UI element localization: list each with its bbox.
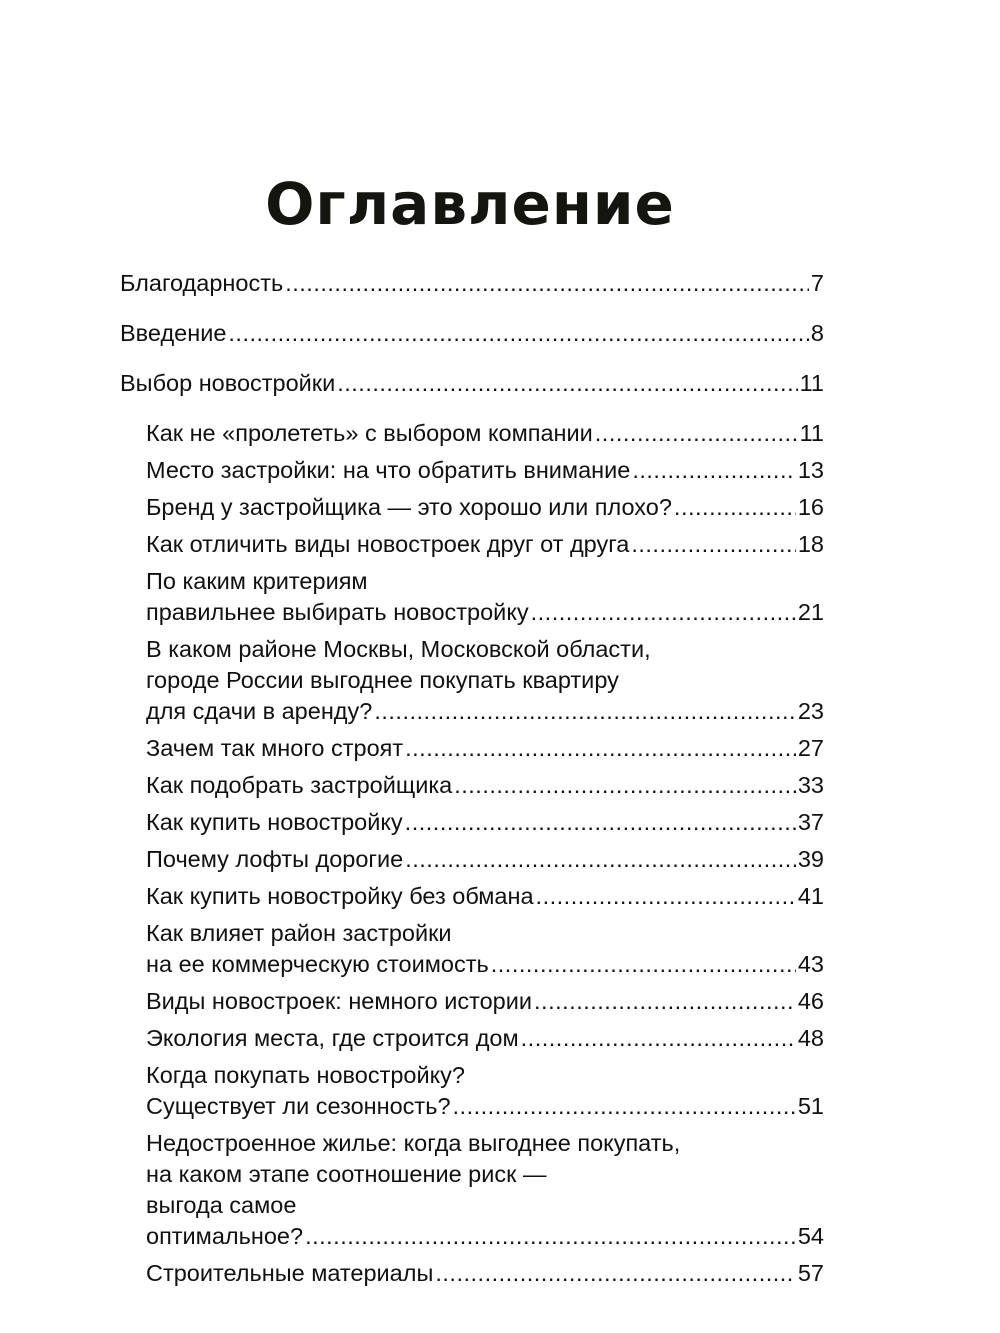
- toc-entry-title-line: на ее коммерческую стоимость: [146, 951, 489, 977]
- toc-entry-title-line: Существует ли сезонность?: [146, 1093, 451, 1119]
- toc-entry-title-line: По каким критериям: [146, 568, 368, 594]
- toc-entry[interactable]: [146, 1128, 824, 1252]
- toc-entry[interactable]: [120, 318, 824, 349]
- dot-leader: [674, 492, 796, 523]
- toc-entry-title-line: для сдачи в аренду?: [146, 698, 373, 724]
- toc-entry-title-line: Бренд у застройщика — это хорошо или плохо?: [146, 494, 672, 520]
- toc-entry[interactable]: [146, 492, 824, 523]
- toc-entry[interactable]: [146, 455, 824, 486]
- toc-entry[interactable]: [146, 634, 824, 727]
- dot-leader: [305, 1221, 796, 1252]
- toc-entry-page-number: 39: [797, 846, 824, 872]
- toc-entry[interactable]: [146, 1060, 824, 1122]
- toc-entry-page-number: 21: [797, 599, 824, 625]
- toc-entry[interactable]: [146, 733, 824, 764]
- toc-entry-page-number: 51: [797, 1093, 824, 1119]
- toc-entry-title-line: В каком районе Москвы, Московской области,: [146, 636, 651, 662]
- toc-entry-page-number: 11: [799, 420, 824, 446]
- toc-entry-page-number: 33: [797, 772, 824, 798]
- toc-entry[interactable]: [146, 881, 824, 912]
- toc-entry-page-number: 23: [797, 698, 824, 724]
- toc-entry-title-line: Место застройки: на что обратить внимание: [146, 457, 631, 483]
- toc-entry[interactable]: [146, 844, 824, 875]
- dot-leader: [595, 418, 798, 449]
- toc-entry-page-number: 54: [797, 1223, 824, 1249]
- toc-entry-title-line: городе России выгоднее покупать квартиру: [146, 667, 619, 693]
- toc-entry-title-line: Недостроенное жилье: когда выгоднее покупать,: [146, 1130, 681, 1156]
- toc-entry-page-number: 8: [810, 320, 824, 346]
- toc-entry-page-number: 48: [797, 1025, 824, 1051]
- toc-entry-title-line: Как влияет район застройки: [146, 920, 452, 946]
- toc-entry-page-number: 43: [797, 951, 824, 977]
- dot-leader: [453, 1091, 796, 1122]
- toc-entry-title-line: Почему лофты дорогие: [146, 846, 404, 872]
- toc-entry-page-number: 57: [797, 1260, 824, 1286]
- toc-entry-title-line: правильнее выбирать новостройку: [146, 599, 529, 625]
- toc-entry-title-line: Как отличить виды новостроек друг от друга: [146, 531, 630, 557]
- dot-leader: [491, 949, 796, 980]
- toc-entry[interactable]: [146, 1258, 824, 1289]
- toc-entry[interactable]: [120, 368, 824, 399]
- toc-entry-page-number: 16: [797, 494, 824, 520]
- page-title: Оглавление: [265, 170, 675, 238]
- toc-entry[interactable]: [146, 770, 824, 801]
- toc-entry-page-number: 46: [797, 988, 824, 1014]
- toc-entry-title-line: Введение: [120, 320, 227, 346]
- toc-entry-page-number: 7: [810, 270, 824, 296]
- toc-entry-page-number: 27: [797, 735, 824, 761]
- toc-entry-title-line: Когда покупать новостройку?: [146, 1062, 465, 1088]
- dot-leader: [631, 529, 796, 560]
- dot-leader: [521, 1023, 796, 1054]
- toc-entry-title-line: Зачем так много строят: [146, 735, 404, 761]
- dot-leader: [337, 368, 797, 399]
- toc-entry[interactable]: [146, 807, 824, 838]
- dot-leader: [374, 696, 796, 727]
- toc-entry-title-line: Экология места, где строится дом: [146, 1025, 519, 1051]
- toc-entry-title-line: Выбор новостройки: [120, 370, 336, 396]
- toc-entry[interactable]: [146, 918, 824, 980]
- dot-leader: [534, 986, 796, 1017]
- toc-entry-page-number: 18: [797, 531, 824, 557]
- toc-entry-title-line: выгода самое: [146, 1192, 297, 1218]
- toc-entry-title-line: Строительные материалы: [146, 1260, 434, 1286]
- toc-entry-title-line: Благодарность: [120, 270, 284, 296]
- table-of-contents: [120, 268, 824, 1289]
- toc-entry[interactable]: [146, 1023, 824, 1054]
- toc-entry[interactable]: [146, 418, 824, 449]
- toc-entry[interactable]: [120, 268, 824, 299]
- dot-leader: [531, 597, 796, 628]
- toc-entry-title-line: Как купить новостройку без обмана: [146, 883, 534, 909]
- dot-leader: [228, 318, 809, 349]
- toc-entry-page-number: 13: [797, 457, 824, 483]
- toc-entry-title-line: Как не «пролететь» с выбором компании: [146, 420, 593, 446]
- dot-leader: [536, 881, 796, 912]
- toc-entry-title-line: на каком этапе соотношение риск —: [146, 1161, 547, 1187]
- dot-leader: [285, 268, 809, 299]
- toc-entry-title-line: Виды новостроек: немного истории: [146, 988, 533, 1014]
- toc-entry[interactable]: [146, 529, 824, 560]
- dot-leader: [405, 807, 796, 838]
- toc-entry[interactable]: [146, 986, 824, 1017]
- dot-leader: [435, 1258, 796, 1289]
- toc-entry-title-line: оптимальное?: [146, 1223, 304, 1249]
- toc-entry-page-number: 41: [797, 883, 824, 909]
- toc-entry-page-number: 37: [797, 809, 824, 835]
- toc-entry-title-line: Как купить новостройку: [146, 809, 403, 835]
- toc-entry-title-line: Как подобрать застройщика: [146, 772, 453, 798]
- toc-entry[interactable]: [146, 566, 824, 628]
- toc-entry-page-number: 11: [799, 370, 824, 396]
- dot-leader: [405, 844, 796, 875]
- dot-leader: [405, 733, 796, 764]
- dot-leader: [632, 455, 796, 486]
- dot-leader: [454, 770, 796, 801]
